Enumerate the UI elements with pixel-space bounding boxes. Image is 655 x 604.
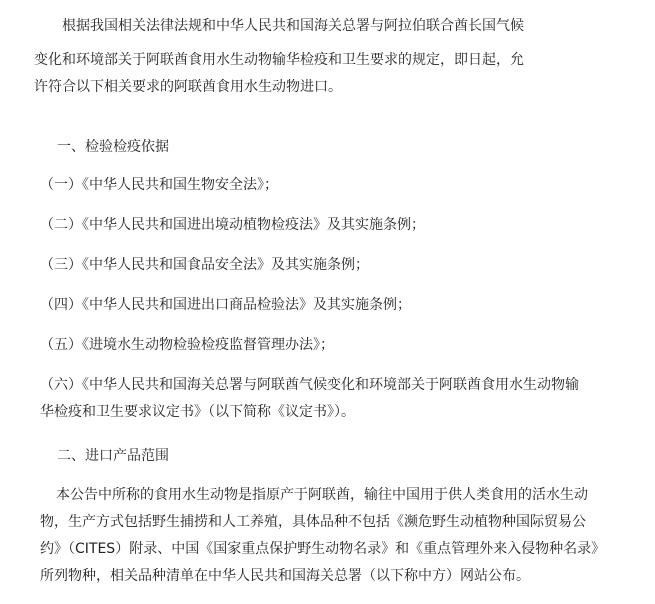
basis-item: （六）《中华人民共和国海关总署与阿联酋气候变化和环境部关于阿联酋食用水生动物输 — [40, 377, 579, 393]
basis-item: （三）《中华人民共和国食品安全法》及其实施条例； — [40, 257, 369, 273]
intro-line: 根据我国相关法律法规和中华人民共和国海关总署与阿拉伯联合酋长国气候 — [62, 18, 524, 34]
basis-item: （二）《中华人民共和国进出境动植物检疫法》及其实施条例； — [40, 217, 425, 233]
scope-line: 所列物种，相关品种清单在中华人民共和国海关总署（以下称中方）网站公布。 — [40, 568, 530, 584]
scope-line: 本公告中所称的食用水生动物是指原产于阿联酋，输往中国用于供人类食用的活水生动 — [56, 487, 588, 503]
basis-item: （四）《中华人民共和国进出口商品检验法》及其实施条例； — [40, 297, 411, 313]
scope-line: 约》（CITES）附录、中国《国家重点保护野生动物名录》和《重点管理外来入侵物种名录》 — [40, 541, 606, 557]
intro-line: 变化和环境部关于阿联酋食用水生动物输华检疫和卫生要求的规定，即日起，允 — [34, 52, 524, 68]
basis-item: （一）《中华人民共和国生物安全法》； — [40, 177, 278, 193]
section-heading-scope: 二、进口产品范围 — [57, 448, 169, 464]
basis-item: （五）《进境水生动物检验检疫监督管理办法》； — [40, 337, 334, 353]
section-heading-basis: 一、检验检疫依据 — [57, 139, 169, 155]
basis-item-continued: 华检疫和卫生要求议定书》（以下简称《议定书》）。 — [40, 404, 355, 420]
intro-line: 许符合以下相关要求的阿联酋食用水生动物进口。 — [34, 79, 342, 95]
scope-line: 物，生产方式包括野生捕捞和人工养殖，具体品种不包括《濒危野生动植物种国际贸易公 — [40, 514, 586, 530]
